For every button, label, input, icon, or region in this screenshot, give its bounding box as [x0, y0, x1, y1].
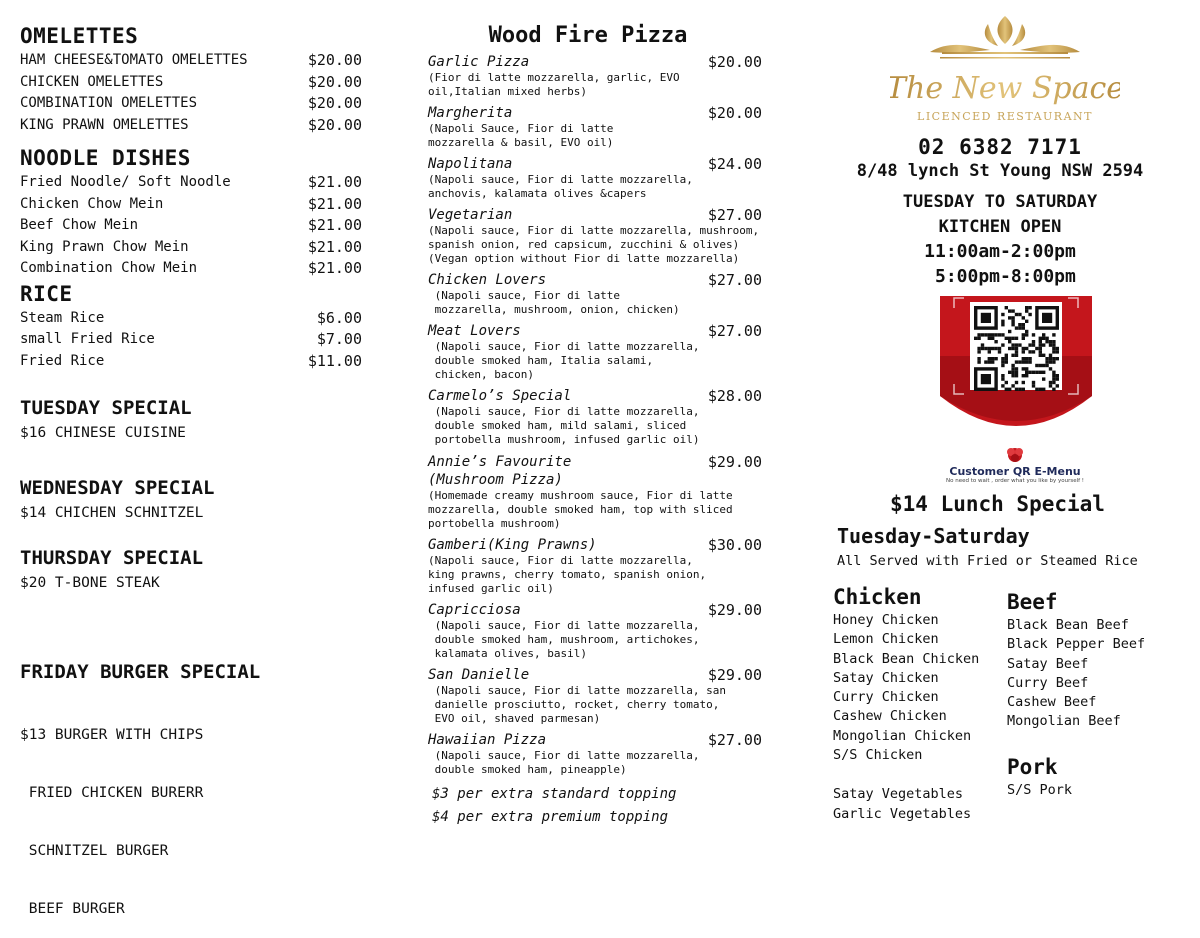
item-price: $21.00 [307, 173, 362, 191]
flower-icon [1004, 446, 1026, 464]
list-item: Garlic Vegetables [833, 805, 972, 822]
pizza-price: $24.00 [707, 155, 762, 173]
item-price: $21.00 [307, 259, 362, 277]
menu-item [20, 329, 380, 351]
pizza-item [428, 453, 788, 531]
list-item: S/S Pork [1007, 782, 1073, 798]
item-price: $20.00 [307, 94, 362, 112]
pizza-item-header [428, 732, 762, 749]
beef-section [1007, 588, 1145, 732]
pizza-title: Wood Fire Pizza [488, 23, 688, 48]
address: 8/48 lynch St Young NSW 2594 [856, 161, 1144, 181]
pizza-price: $20.00 [707, 53, 762, 71]
item-name: COMBINATION OMELETTES [20, 95, 198, 111]
qr-menu-subtitle: No need to wait , order what you like by yourself ! [945, 478, 1085, 484]
list-item: Mongolian Beef [1007, 713, 1121, 730]
rice-list [20, 308, 380, 373]
extra-topping-note: $4 per extra premium topping [432, 809, 669, 825]
special-line: $13 BURGER WITH CHIPS [20, 727, 204, 743]
logo-subtext: LICENCED RESTAURANT [917, 110, 1093, 123]
pizza-price: $29.00 [707, 453, 762, 471]
list-item: Mongolian Chicken [833, 727, 972, 744]
pizza-item-header [428, 207, 762, 224]
pizza-item [428, 54, 788, 99]
list-item: Curry Beef [1007, 674, 1089, 691]
pizza-name: Chicken Lovers [428, 272, 547, 288]
pizza-name: Carmelo’s Special [428, 388, 572, 404]
list-item: Black Bean Chicken [833, 650, 980, 667]
item-name: KING PRAWN OMELETTES [20, 116, 189, 133]
pizza-price: $20.00 [707, 104, 762, 122]
qr-code-icon [940, 296, 1092, 444]
restaurant-logo [890, 10, 1120, 130]
menu-item [20, 194, 380, 216]
list-item: Black Pepper Beef [1007, 636, 1146, 653]
special-title: THURSDAY SPECIAL [20, 547, 204, 569]
menu-item [20, 72, 380, 94]
pizza-price: $28.00 [707, 387, 762, 405]
pizza-name: Capricciosa [428, 602, 521, 618]
pizza-description: (Napoli sauce, Fior di latte mozzarella, anchovis, kalamata olives &capers [428, 173, 693, 200]
pizza-price: $27.00 [707, 731, 762, 749]
category-title: Chicken [833, 585, 922, 609]
pizza-item [428, 667, 788, 726]
special-line: FRIED CHICKEN BURERR [20, 785, 204, 801]
pizza-name: Gamberi(King Prawns) [428, 537, 597, 553]
menu-item [20, 258, 380, 280]
pizza-description: (Napoli sauce, Fior di latte mozzarella, san danielle prosciutto, rocket, cherry tomato, EVO oil, shaved parmesan) [434, 684, 727, 725]
special-line: $20 T-BONE STEAK [20, 575, 160, 591]
pizza-item-header [428, 54, 762, 71]
item-name: King Prawn Chow Mein [20, 238, 189, 255]
item-price: $20.00 [307, 72, 362, 91]
pizza-item-header [428, 156, 762, 173]
special-title: FRIDAY BURGER SPECIAL [20, 661, 261, 683]
lunch-note: All Served with Fried or Steamed Rice [837, 553, 1138, 569]
pizza-item [428, 105, 788, 150]
special-line: $16 CHINESE CUISINE [20, 425, 186, 441]
chicken-section [833, 583, 979, 824]
logo-text: The New Space [890, 71, 1120, 106]
pizza-item-header [428, 105, 762, 122]
list-item: Satay Beef [1007, 655, 1089, 672]
item-price: $21.00 [307, 237, 362, 256]
list-item: Satay Vegetables [833, 786, 964, 803]
pizza-name: San Danielle [428, 667, 530, 683]
special-title: WEDNESDAY SPECIAL [20, 477, 215, 499]
extra-topping-note: $3 per extra standard topping [432, 786, 677, 802]
menu-item [20, 215, 380, 237]
pizza-item [428, 732, 788, 777]
special-title: TUESDAY SPECIAL [20, 397, 192, 419]
menu-item [20, 351, 380, 373]
lunch-title: $14 Lunch Special [890, 492, 1105, 516]
pizza-price: $27.00 [707, 206, 762, 224]
pizza-price: $29.00 [707, 666, 762, 684]
pork-list [1007, 781, 1072, 800]
tuesday-special [20, 393, 192, 443]
noodles-title: NOODLE DISHES [20, 146, 191, 170]
column-left [20, 22, 380, 372]
menu-item [20, 50, 380, 72]
category-title: Pork [1007, 755, 1058, 779]
pizza-item-header [428, 602, 762, 619]
list-item: Lemon Chicken [833, 631, 939, 648]
pizza-name: Margherita [428, 105, 513, 121]
list-item: Honey Chicken [833, 612, 939, 628]
list-item: Curry Chicken [833, 689, 939, 706]
menu-item [20, 172, 380, 194]
pizza-price: $29.00 [707, 601, 762, 619]
category-title: Beef [1007, 590, 1058, 614]
special-line: $14 CHICHEN SCHNITZEL [20, 505, 204, 521]
pizza-description: (Homemade creamy mushroom sauce, Fior di latte mozzarella, double smoked ham, top with sliced portobella mushroom) [428, 489, 733, 530]
hours-dinner: 5:00pm-8:00pm [924, 266, 1076, 287]
pizza-description: (Napoli Sauce, Fior di latte mozzarella & basil, EVO oil) [428, 122, 614, 149]
menu-item [20, 93, 380, 115]
friday-special [20, 619, 260, 938]
menu-item [20, 308, 380, 330]
item-price: $7.00 [316, 330, 362, 348]
pizza-description: (Napoli sauce, Fior di latte mozzarella, double smoked ham, Italia salami, chicken, bacon) [434, 340, 700, 381]
pizza-list [428, 54, 788, 777]
item-name: Beef Chow Mein [20, 217, 139, 233]
item-price: $20.00 [307, 51, 362, 69]
menu-item [20, 115, 380, 137]
item-name: small Fried Rice [20, 331, 155, 347]
item-price: $6.00 [316, 308, 362, 327]
pizza-item-header [428, 453, 762, 489]
item-price: $20.00 [307, 115, 362, 134]
pizza-price: $27.00 [707, 322, 762, 340]
pizza-item [428, 156, 788, 201]
qr-menu-label [930, 446, 1100, 484]
list-item: Cashew Beef [1007, 694, 1097, 711]
list-item: Black Bean Beef [1007, 617, 1129, 633]
pizza-item-header [428, 323, 762, 340]
pizza-description: (Napoli sauce, Fior di latte mozzarella, mushroom, onion, chicken) [434, 289, 680, 316]
omelettes-title: OMELETTES [20, 24, 139, 48]
pizza-description: (Napoli sauce, Fior di latte mozzarella, double smoked ham, mushroom, artichokes, kalamata olives, basil) [434, 619, 700, 660]
pizza-item [428, 388, 788, 447]
pizza-price: $27.00 [707, 271, 762, 289]
pizza-item [428, 272, 788, 317]
item-name: Steam Rice [20, 309, 105, 326]
pizza-item [428, 602, 788, 661]
vegetable-list [833, 785, 979, 824]
pizza-item-header [428, 537, 762, 554]
pizza-item [428, 537, 788, 596]
pizza-name: Meat Lovers [428, 323, 521, 339]
omelettes-list [20, 50, 380, 136]
pizza-name: Annie’s Favourite (Mushroom Pizza) [428, 454, 572, 488]
wednesday-special [20, 473, 214, 523]
hours-lunch: 11:00am-2:00pm [924, 241, 1076, 262]
special-line: SCHNITZEL BURGER [20, 843, 169, 859]
pizza-item [428, 207, 788, 266]
pizza-item-header [428, 667, 762, 684]
pizza-description: (Fior di latte mozzarella, garlic, EVO oil,Italian mixed herbs) [428, 71, 680, 98]
pizza-extras [428, 783, 788, 829]
menu-item [20, 237, 380, 259]
pork-section [1007, 753, 1072, 800]
pizza-description: (Napoli sauce, Fior di latte mozzarella, double smoked ham, pineapple) [434, 749, 700, 776]
item-name: Combination Chow Mein [20, 260, 198, 276]
pizza-description: (Napoli sauce, Fior di latte mozzarella, king prawns, cherry tomato, spanish onion, infused garlic oil) [428, 554, 707, 595]
qr-menu-title: Customer QR E-Menu [949, 465, 1081, 478]
special-line: BEEF BURGER [20, 901, 125, 917]
qr-code-panel[interactable] [940, 296, 1092, 444]
pizza-description: (Napoli sauce, Fior di latte mozzarella, mushroom, spanish onion, red capsicum, zucchini & olives) (Vegan option without Fior di latte mozzarella) [428, 224, 760, 265]
chicken-list [833, 611, 979, 765]
list-item: Satay Chicken [833, 669, 939, 686]
hours-title: TUESDAY TO SATURDAY [902, 192, 1098, 212]
pizza-name: Garlic Pizza [428, 54, 530, 70]
thursday-special [20, 543, 203, 593]
item-name: Fried Rice [20, 352, 105, 369]
list-item: S/S Chicken [833, 747, 923, 764]
pizza-price: $30.00 [707, 536, 762, 554]
item-name: Fried Noodle/ Soft Noodle [20, 174, 231, 190]
item-name: CHICKEN OMELETTES [20, 73, 164, 90]
pizza-description: (Napoli sauce, Fior di latte mozzarella, double smoked ham, mild salami, sliced portobella mushroom, infused garlic oil) [434, 405, 700, 446]
item-price: $21.00 [307, 194, 362, 213]
pizza-item-header [428, 272, 762, 289]
item-name: HAM CHEESE&TOMATO OMELETTES [20, 52, 248, 68]
rice-title: RICE [20, 281, 73, 306]
phone-number: 02 6382 7171 [918, 135, 1082, 159]
noodles-list [20, 172, 380, 280]
logo-ornament-icon [890, 10, 1120, 130]
item-price: $21.00 [307, 216, 362, 234]
item-price: $11.00 [307, 351, 362, 370]
lunch-days: Tuesday-Saturday [837, 524, 1030, 548]
item-name: Chicken Chow Mein [20, 195, 164, 212]
list-item: Cashew Chicken [833, 708, 947, 725]
beef-list [1007, 616, 1145, 732]
pizza-name: Vegetarian [428, 207, 513, 223]
pizza-name: Hawaiian Pizza [428, 732, 547, 748]
pizza-name: Napolitana [428, 156, 513, 172]
pizza-item-header [428, 388, 762, 405]
column-pizza [428, 22, 788, 829]
pizza-item [428, 323, 788, 382]
kitchen-open: KITCHEN OPEN [938, 217, 1062, 237]
